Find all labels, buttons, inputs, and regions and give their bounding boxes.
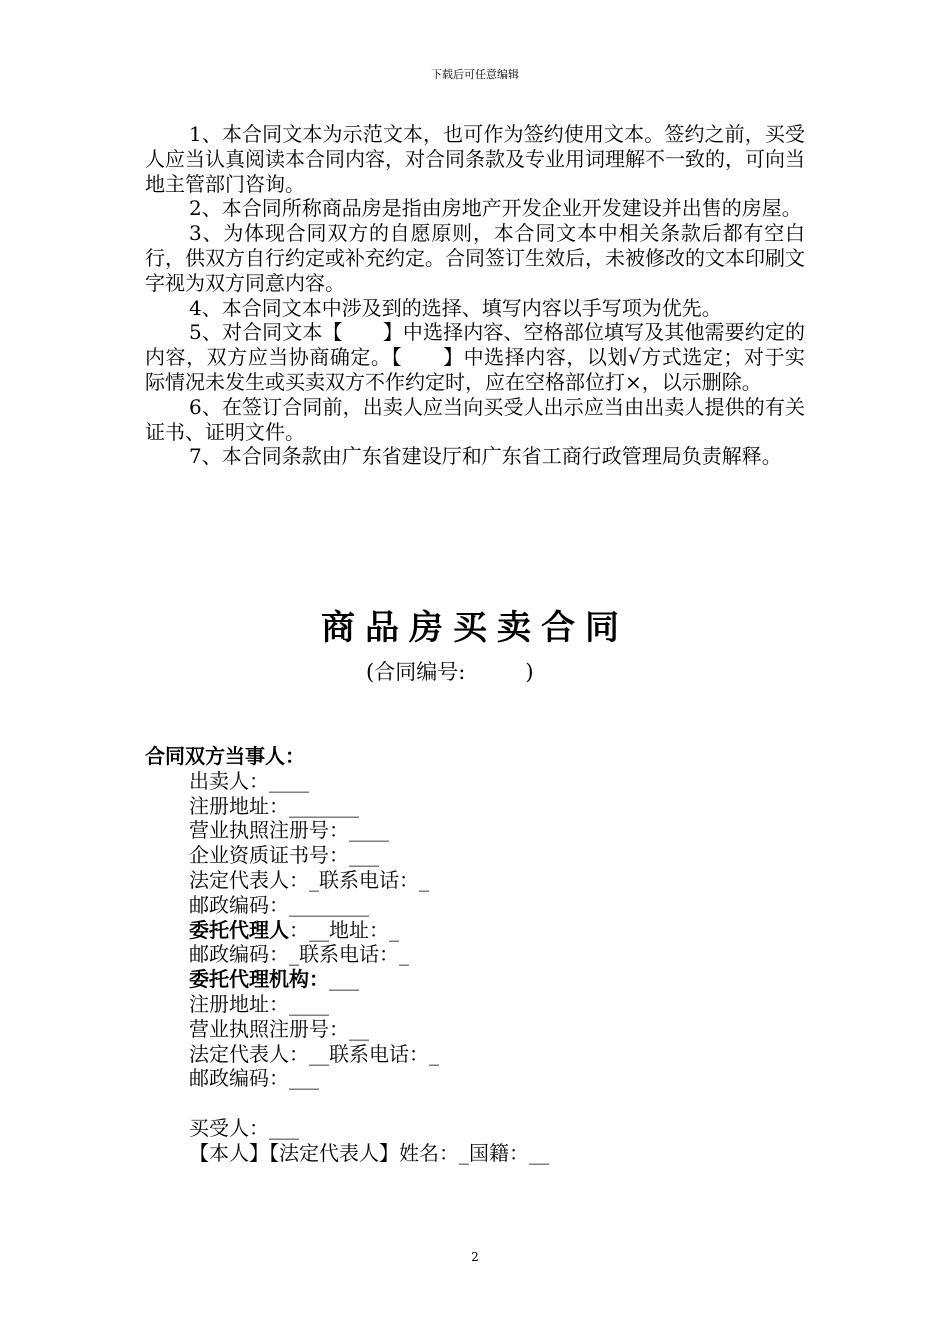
agency-legal-rep-field: 法定代表人：__联系电话：_	[189, 1041, 439, 1066]
agency-license-field: 营业执照注册号：__	[189, 1016, 369, 1041]
business-license-field: 营业执照注册号：____	[189, 818, 389, 843]
spacer	[145, 1091, 549, 1116]
instruction-item: 7、本合同条款由广东省建设厅和广东省工商行政管理局负责解释。	[189, 444, 782, 469]
agency-label: 委托代理机构：	[189, 967, 329, 992]
agency-value: ___	[329, 967, 359, 992]
legal-rep-field: 法定代表人：_联系电话：_	[189, 867, 429, 892]
agent-label: 委托代理人	[189, 917, 289, 942]
parties-section	[145, 744, 549, 1166]
seller-field: 出卖人：____	[189, 768, 309, 793]
instruction-item: 1、本合同文本为示范文本，也可作为签约使用文本。签约之前，买受人应当认真阅读本合同内容，对合同条款及专业用词理解不一致的，可向当地主管部门咨询。	[145, 122, 805, 196]
buyer-field: 买受人：___	[189, 1115, 299, 1140]
agent-field	[145, 918, 549, 943]
instruction-item: 6、在签订合同前，出卖人应当向买受人出示应当由出卖人提供的有关证书、证明文件。	[145, 394, 805, 444]
instruction-item: 4、本合同文本中涉及到的选择、填写内容以手写项为优先。	[189, 295, 722, 320]
page-number: 2	[471, 1250, 479, 1264]
agency-postal-field: 邮政编码：___	[189, 1066, 319, 1091]
agent-value: ：__地址：_	[289, 917, 399, 942]
agency-field	[145, 967, 549, 992]
agency-address-field: 注册地址：____	[189, 991, 329, 1016]
instruction-item: 3、为体现合同双方的自愿原则，本合同文本中相关条款后都有空白行，供双方自行约定或补充约定。合同签订生效后，未被修改的文本印刷文字视为双方同意内容。	[145, 221, 805, 295]
instruction-item: 2、本合同所称商品房是指由房地产开发企业开发建设并出售的房屋。	[189, 196, 802, 221]
contract-title: 商品房买卖合同	[321, 608, 629, 648]
contract-number: (合同编号: )	[366, 660, 534, 684]
buyer-detail-field: 【本人】【法定代表人】姓名：_国籍：__	[189, 1140, 549, 1165]
parties-heading: 合同双方当事人：	[145, 744, 305, 768]
registered-address-field: 注册地址：_______	[189, 793, 359, 818]
postal-code-field: 邮政编码：________	[189, 892, 369, 917]
instruction-item: 5、对合同文本【 】中选择内容、空格部位填写及其他需要约定的内容，双方应当协商确定。【 】中选择内容，以划√方式选定；对于实际情况未发生或买卖双方不作约定时，应在空格部位打×，以示删除。	[145, 320, 805, 394]
instructions-section	[145, 122, 805, 469]
qualification-cert-field: 企业资质证书号：___	[189, 843, 379, 868]
agent-postal-field: 邮政编码：_联系电话：_	[189, 942, 409, 967]
page-header: 下载后可任意编辑	[431, 68, 519, 81]
